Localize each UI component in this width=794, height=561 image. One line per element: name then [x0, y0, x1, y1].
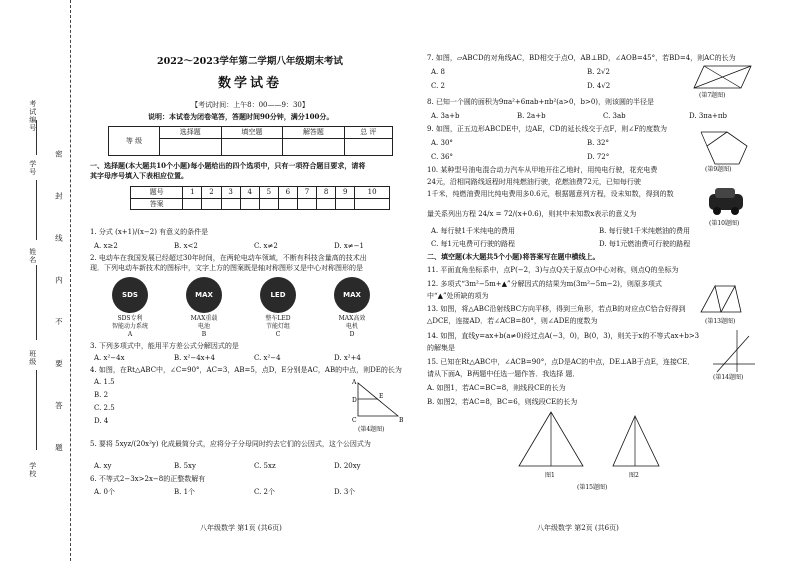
- question-10-cont: 量关系列出方程 24/x = 72/(x+0.6)，则其中未知数x表示的意义为: [427, 210, 637, 218]
- question-13: 13. 如图，将△ABC沿射线BC方向平移，得到三角形，若点B的对应点C恰合好得到: [427, 305, 686, 313]
- fill-line: [36, 120, 37, 155]
- score-header: 选择题: [160, 127, 222, 139]
- answer-blank[interactable]: [202, 199, 221, 210]
- question-8: 8. 已知一个圆的面积为9πa²+6πab+πb²(a>0，b>0)，则该圆的半径是: [427, 98, 655, 106]
- q15-figure-2: [605, 412, 675, 472]
- question-11: 11. 平面直角坐标系中，点P(−2，3)与点Q关于原点O中心对称，则点Q的坐标为: [427, 266, 679, 274]
- figure-caption: (第10题图): [709, 220, 740, 227]
- page-2: [427, 0, 767, 561]
- question-2-cont: 现．下列电动车新技术的图标中，文字上方的图案既是轴对称图形又是中心对称图形的是: [90, 264, 363, 272]
- answer-blank[interactable]: [336, 199, 355, 210]
- answer-blank[interactable]: [297, 199, 316, 210]
- subject-title: 数学试卷: [217, 76, 282, 91]
- class-label: 班级: [28, 350, 37, 366]
- school-label: 学校: [28, 462, 37, 478]
- question-15: 15. 已知在Rt△ABC中，∠ACB=90°，点D是AC的中点，DE⊥AB于点E，连接CE．: [427, 358, 695, 366]
- exam-time: 【考试时间：上午8：00——9：30】: [191, 101, 309, 109]
- option: D. 72°: [587, 153, 610, 161]
- answer-blank[interactable]: [240, 199, 259, 210]
- option: D. 4√2: [587, 82, 611, 90]
- question-3: 3. 下列多项式中，能用平方差公式分解因式的是: [90, 342, 239, 350]
- led-light-icon: LED: [260, 277, 296, 313]
- option-letter: C: [275, 331, 281, 338]
- option: C. x²−4: [254, 354, 281, 362]
- option: D. x≠−1: [334, 242, 364, 250]
- icon-caption: MAX重载 电池: [190, 315, 218, 330]
- option: C. 2: [431, 82, 446, 90]
- fill-line: [36, 180, 37, 240]
- option: C. 2.5: [94, 404, 115, 412]
- option: A. 0个: [94, 488, 115, 496]
- option: B. x<2: [174, 242, 198, 250]
- option: D. 3个: [334, 488, 356, 496]
- figure-caption: (第15题图): [577, 484, 608, 491]
- option: A. 每行驶1千米纯电的费用: [431, 227, 515, 235]
- svg-text:A: A: [352, 379, 357, 386]
- option: B. 5xy: [174, 462, 196, 470]
- q4-triangle-figure: [348, 378, 408, 426]
- question-10: 10. 某种型号油电混合动力汽车从甲地开往乙地时，用纯电行驶，花充电费: [427, 166, 658, 174]
- page-footer: 八年级数学 第1页 (共6页): [200, 524, 282, 532]
- question-13-cont: △DCE，连接AD．若∠ACB=80°，则∠ADE的度数为: [427, 317, 598, 325]
- question-7: 7. 如图，▱ABCD的对角线AC，BD相交于点O，AB⊥BD，∠AOB=45°，若BD=4，则AC的长为: [427, 54, 736, 62]
- option: B. 1个: [174, 488, 196, 496]
- option: A. x≥2: [94, 242, 118, 250]
- icon-caption: 整车LED 节能灯组: [265, 315, 291, 330]
- section2-heading: 二、填空题(本大题共5个小题)将答案写在题中横线上。: [427, 252, 600, 261]
- option: A. xy: [94, 462, 112, 470]
- option-letter: D: [349, 331, 355, 338]
- option: A. x²−4x: [94, 354, 125, 362]
- option: B. 32°: [587, 139, 610, 147]
- question-12: 12. 多项式“3m²−5m+▲”分解因式的结果为m(3m²−5m−2)，则原多项式: [427, 280, 662, 288]
- answer-cell: 题号: [131, 187, 183, 199]
- answer-cell: 2: [202, 187, 221, 199]
- option: B. x²−4x+4: [174, 354, 215, 362]
- exam-title: 2022～2023学年第二学期八年级期末考试: [157, 56, 343, 67]
- answer-cell: 3: [221, 187, 240, 199]
- figure-caption: (第7题图): [699, 92, 726, 99]
- option: A. 1.5: [94, 378, 115, 386]
- question-4: 4. 如图，在Rt△ABC中，∠C=90°，AC=3，AB=5，点D，E分别是AC，AB的中点，则DE的长为: [90, 366, 402, 374]
- answer-blank[interactable]: [183, 199, 202, 210]
- answer-cell: 1: [183, 187, 202, 199]
- page-1: [80, 0, 420, 561]
- score-table: [108, 126, 393, 156]
- answer-blank[interactable]: [355, 199, 390, 210]
- fill-line: [36, 370, 37, 450]
- section1-heading: 一、选择题(本大题共10个小题)每小题给出的四个选项中，只有一项符合题目要求，请将: [90, 161, 366, 170]
- question-15-b: B. 如图2，若AC=8，BC=6，则线段CE的长为: [427, 398, 578, 406]
- answer-blank[interactable]: [259, 199, 278, 210]
- question-10-cont: 1千米，纯燃油费用比纯电费用多0.6元，根据题意列方程，设未知数，得到的数: [427, 190, 674, 198]
- icon-caption: SDS专利 智能动力系统: [111, 315, 148, 330]
- figure-1-label: 图1: [545, 472, 555, 479]
- answer-blank[interactable]: [221, 199, 240, 210]
- section1-heading-cont: 其字母序号填入下表相应位置。: [90, 171, 188, 180]
- fill-line: [36, 265, 37, 340]
- option: A. 8: [431, 68, 445, 76]
- answer-cell: 10: [355, 187, 390, 199]
- q7-parallelogram-figure: [689, 62, 759, 94]
- answer-cell: 4: [240, 187, 259, 199]
- class-no-label: 学号: [28, 160, 37, 176]
- score-header: 填空题: [221, 127, 283, 139]
- svg-text:C: C: [352, 417, 357, 424]
- option: B. 2: [94, 391, 109, 399]
- option: D. 每1元燃油费可行驶的路程: [599, 240, 691, 248]
- figure-caption: (第14题图): [713, 374, 744, 381]
- battery-icon: MAX: [186, 277, 222, 313]
- question-9: 9. 如图，正五边形ABCDE中，边AE，CD的延长线交于点F，则∠F的度数为: [427, 125, 668, 133]
- answer-table: [130, 186, 390, 210]
- option-letter: B: [201, 331, 207, 338]
- question-15-cont: 请从下面A，B两题中任选一题作答．我选择 题．: [427, 370, 580, 378]
- score-row-label: 等 级: [109, 127, 160, 156]
- figure-caption: (第9题图): [705, 166, 732, 173]
- answer-blank[interactable]: [278, 199, 297, 210]
- svg-text:B: B: [399, 417, 404, 424]
- motor-icon: MAX: [334, 277, 370, 313]
- answer-cell: 8: [317, 187, 336, 199]
- exam-note: 说明：本试卷为闭卷笔答，答题时间90分钟，满分100分。: [148, 112, 334, 121]
- option: A. 3a+b: [431, 112, 460, 120]
- option: B. 2a+b: [517, 112, 546, 120]
- svg-text:D: D: [352, 397, 357, 404]
- option: C. 36°: [431, 153, 453, 161]
- option: B. 2√2: [587, 68, 610, 76]
- icon-caption: MAX高效 电机: [338, 315, 366, 330]
- name-label: 姓名: [28, 248, 37, 264]
- seal-text: 密 封 线 内 不 要 答 题: [54, 150, 64, 467]
- answer-cell: 5: [259, 187, 278, 199]
- binding-strip: [0, 0, 71, 561]
- option: B. 每行驶1千米纯燃油的费用: [599, 227, 691, 235]
- option: A. 30°: [431, 139, 453, 147]
- q9-pentagon-figure: [697, 128, 757, 168]
- option: D. 4: [94, 417, 109, 425]
- option: D. 20xy: [334, 462, 361, 470]
- charging-car-icon: [707, 180, 747, 220]
- question-14-cont: 的解集是: [427, 344, 455, 352]
- answer-cell: 6: [278, 187, 297, 199]
- question-1: 1. 分式 (x+1)/(x−2) 有意义的条件是: [90, 228, 209, 236]
- question-2: 2. 电动车在我国发展已经超过30年时间，在两轮电动车领域，不断有科技含量高的技术出: [90, 254, 367, 262]
- option-letter: A: [127, 331, 133, 338]
- answer-blank[interactable]: [317, 199, 336, 210]
- answer-cell: 7: [297, 187, 316, 199]
- question-6: 6. 不等式2−3x>2x−8的正整数解有: [90, 475, 206, 483]
- score-header: 解答题: [283, 127, 345, 139]
- question-12-cont: 中“▲”处所缺的项为: [427, 292, 489, 300]
- exam-no-label: 考试编号: [28, 100, 37, 132]
- score-header: 总 评: [344, 127, 392, 139]
- answer-cell: 9: [336, 187, 355, 199]
- option: C. 2个: [254, 488, 276, 496]
- q15-figure-1: [511, 408, 591, 472]
- figure-caption: (第4题图): [358, 426, 385, 433]
- q14-graph-figure: [711, 328, 757, 374]
- figure-2-label: 图2: [629, 472, 639, 479]
- question-14: 14. 如图，直线y=ax+b(a≠0)经过点A(−3，0)，B(0，3)，则关于x的不等式ax+b>3: [427, 332, 700, 340]
- option: C. 每1元电费可行驶的路程: [431, 240, 516, 248]
- answer-label: 答案: [131, 199, 183, 210]
- question-15-a: A. 如图1，若AC=BC=8，则线段CE的长为: [427, 384, 566, 392]
- option: C. x≠2: [254, 242, 278, 250]
- option: D. 3πa+πb: [689, 112, 727, 120]
- svg-text:E: E: [379, 393, 384, 400]
- q13-translation-figure: [697, 282, 767, 318]
- page-footer: 八年级数学 第2页 (共6页): [537, 524, 619, 532]
- question-5: 5. 要将 5xyz/(20x²y) 化成最简分式，应将分子分母同时约去它们的公因式，这个公因式为: [90, 440, 371, 448]
- option: D. x²+4: [334, 354, 361, 362]
- sds-icon: SDS: [112, 277, 148, 313]
- option: C. 3ab: [603, 112, 626, 120]
- question-10-cont: 24元，沿相同路线返程时用纯燃油行驶，花燃油费72元，已知每行驶: [427, 178, 641, 186]
- figure-caption: (第13题图): [705, 318, 736, 325]
- option: C. 5xz: [254, 462, 276, 470]
